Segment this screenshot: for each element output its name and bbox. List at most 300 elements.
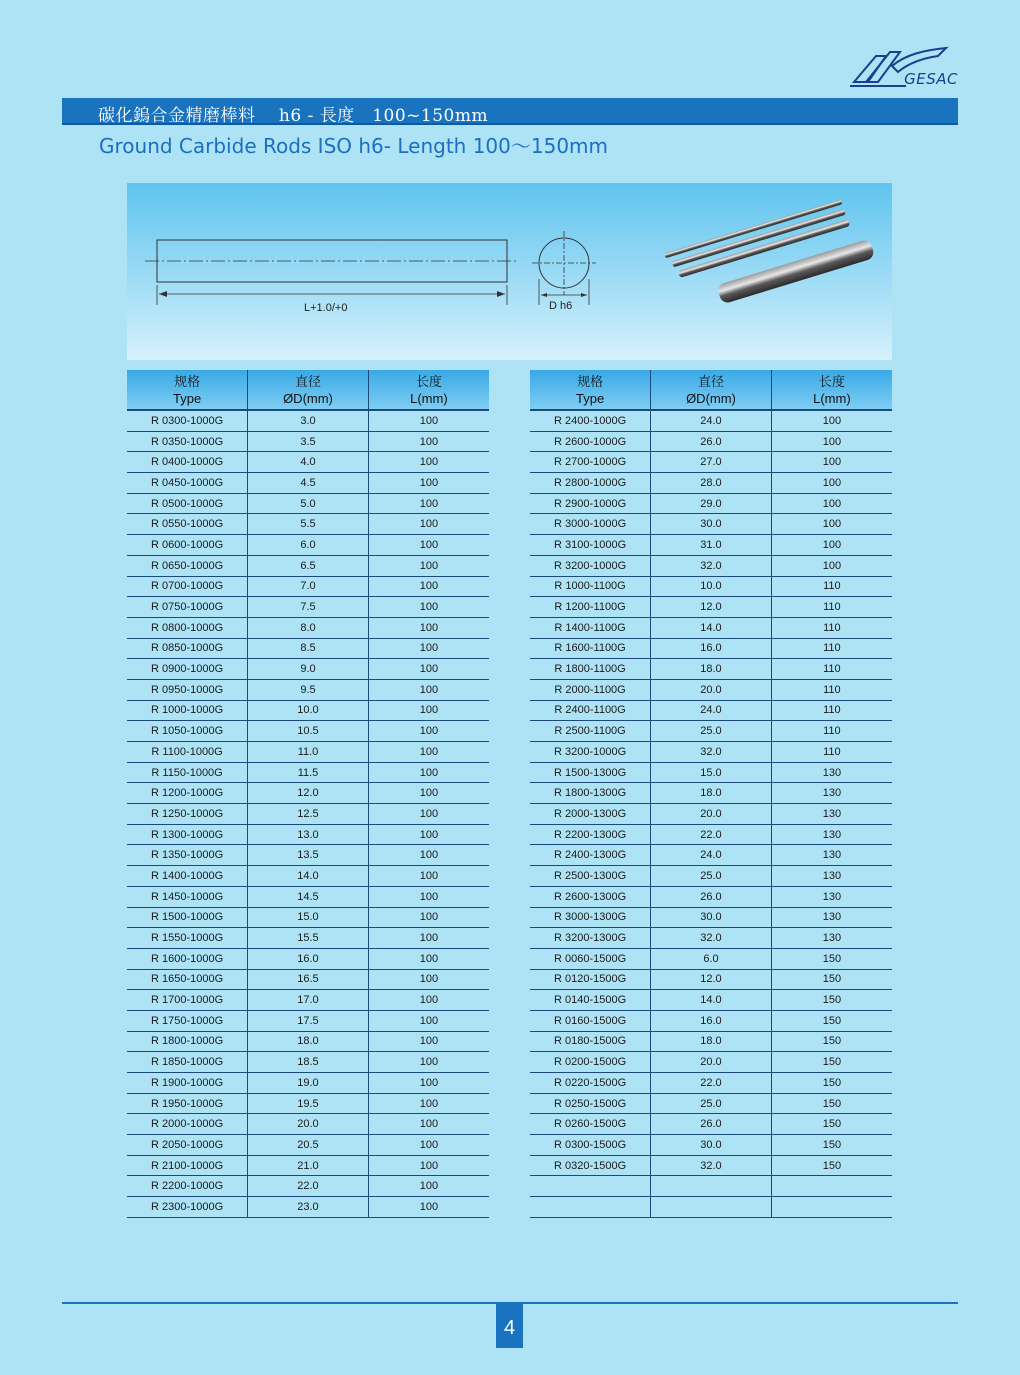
table-row xyxy=(127,1114,489,1135)
diameter-cell: 6.0 xyxy=(651,948,772,969)
type-cell: R 1700-1000G xyxy=(127,990,248,1011)
diameter-cell: 24.0 xyxy=(651,845,772,866)
diameter-cell: 6.5 xyxy=(248,555,369,576)
length-cell: 100 xyxy=(368,1176,489,1197)
diameter-cell: 8.5 xyxy=(248,638,369,659)
type-cell: R 2500-1300G xyxy=(530,866,651,887)
length-cell xyxy=(771,1176,892,1197)
length-cell: 100 xyxy=(368,700,489,721)
table-row xyxy=(127,597,489,618)
type-cell: R 1550-1000G xyxy=(127,928,248,949)
diameter-cell: 15.0 xyxy=(651,762,772,783)
type-cell: R 0160-1500G xyxy=(530,1010,651,1031)
title-bar xyxy=(62,98,958,125)
length-cell: 100 xyxy=(368,452,489,473)
logo-text: GESAC xyxy=(904,70,958,88)
table-row xyxy=(530,514,892,535)
diameter-cell: 25.0 xyxy=(651,721,772,742)
length-cell: 130 xyxy=(771,804,892,825)
table-row xyxy=(530,431,892,452)
table-row xyxy=(530,452,892,473)
length-cell: 150 xyxy=(771,1052,892,1073)
type-cell: R 2400-1000G xyxy=(530,410,651,431)
type-cell: R 3200-1300G xyxy=(530,928,651,949)
type-cell: R 0850-1000G xyxy=(127,638,248,659)
length-cell: 100 xyxy=(368,431,489,452)
diameter-cell: 14.0 xyxy=(248,866,369,887)
type-cell: R 1400-1100G xyxy=(530,617,651,638)
diameter-cell: 17.0 xyxy=(248,990,369,1011)
length-cell: 100 xyxy=(771,431,892,452)
diameter-cell: 22.0 xyxy=(651,824,772,845)
diameter-cell: 19.5 xyxy=(248,1093,369,1114)
table-row xyxy=(127,928,489,949)
length-cell: 100 xyxy=(368,783,489,804)
length-cell: 100 xyxy=(368,824,489,845)
type-cell: R 0400-1000G xyxy=(127,452,248,473)
length-cell: 110 xyxy=(771,638,892,659)
length-cell: 150 xyxy=(771,990,892,1011)
table-row xyxy=(127,514,489,535)
diameter-cell: 19.0 xyxy=(248,1073,369,1094)
diameter-cell: 18.0 xyxy=(651,783,772,804)
type-cell: R 0300-1500G xyxy=(530,1135,651,1156)
diameter-cell: 26.0 xyxy=(651,886,772,907)
table-row xyxy=(127,535,489,556)
diameter-cell: 9.5 xyxy=(248,679,369,700)
diameter-cell: 23.0 xyxy=(248,1197,369,1218)
type-cell: R 2200-1300G xyxy=(530,824,651,845)
type-cell: R 1100-1000G xyxy=(127,742,248,763)
diameter-cell: 7.5 xyxy=(248,597,369,618)
technical-drawing xyxy=(127,183,892,360)
diameter-cell: 20.5 xyxy=(248,1135,369,1156)
type-cell: R 3000-1300G xyxy=(530,907,651,928)
diameter-cell: 14.0 xyxy=(651,990,772,1011)
type-cell: R 2600-1300G xyxy=(530,886,651,907)
table-row xyxy=(127,1176,489,1197)
table-row xyxy=(127,742,489,763)
diameter-cell: 30.0 xyxy=(651,1135,772,1156)
length-cell: 130 xyxy=(771,886,892,907)
diameter-cell: 5.5 xyxy=(248,514,369,535)
length-cell: 130 xyxy=(771,907,892,928)
diameter-cell xyxy=(651,1197,772,1218)
type-cell: R 2400-1100G xyxy=(530,700,651,721)
length-cell: 150 xyxy=(771,1031,892,1052)
table-row xyxy=(127,721,489,742)
type-cell: R 1950-1000G xyxy=(127,1093,248,1114)
table-row xyxy=(530,1114,892,1135)
table-row xyxy=(530,638,892,659)
table-row xyxy=(530,410,892,431)
table-row xyxy=(530,948,892,969)
header-length: 长度 L(mm) xyxy=(368,370,489,410)
table-row xyxy=(530,928,892,949)
length-cell: 130 xyxy=(771,866,892,887)
diameter-cell: 30.0 xyxy=(651,514,772,535)
length-cell: 150 xyxy=(771,1073,892,1094)
diameter-cell: 13.0 xyxy=(248,824,369,845)
diameter-cell: 14.5 xyxy=(248,886,369,907)
diameter-cell: 26.0 xyxy=(651,1114,772,1135)
title-chinese: 碳化鎢合金精磨棒料 h6 - 長度 100~150mm xyxy=(98,106,489,126)
length-cell: 100 xyxy=(368,597,489,618)
table-row xyxy=(127,473,489,494)
diameter-cell: 29.0 xyxy=(651,493,772,514)
diameter-cell: 14.0 xyxy=(651,617,772,638)
length-cell: 110 xyxy=(771,597,892,618)
diameter-cell: 32.0 xyxy=(651,742,772,763)
diameter-cell: 16.0 xyxy=(248,948,369,969)
type-cell: R 2050-1000G xyxy=(127,1135,248,1156)
table-row xyxy=(530,493,892,514)
length-cell: 100 xyxy=(368,617,489,638)
length-cell: 100 xyxy=(368,1114,489,1135)
diameter-cell: 31.0 xyxy=(651,535,772,556)
table-row xyxy=(530,617,892,638)
type-cell: R 0300-1000G xyxy=(127,410,248,431)
length-cell: 100 xyxy=(368,410,489,431)
diameter-cell: 4.0 xyxy=(248,452,369,473)
type-cell: R 0900-1000G xyxy=(127,659,248,680)
diameter-cell: 3.5 xyxy=(248,431,369,452)
length-cell: 110 xyxy=(771,617,892,638)
length-cell: 110 xyxy=(771,700,892,721)
type-cell: R 2100-1000G xyxy=(127,1155,248,1176)
length-cell: 110 xyxy=(771,679,892,700)
table-row xyxy=(530,742,892,763)
diameter-cell: 22.0 xyxy=(248,1176,369,1197)
type-cell: R 1900-1000G xyxy=(127,1073,248,1094)
rod-table-right xyxy=(530,370,892,1218)
length-cell: 100 xyxy=(368,762,489,783)
table-row xyxy=(127,1010,489,1031)
diameter-cell: 12.0 xyxy=(651,969,772,990)
table-row xyxy=(127,1073,489,1094)
length-cell: 100 xyxy=(368,804,489,825)
type-cell: R 1300-1000G xyxy=(127,824,248,845)
diameter-cell: 32.0 xyxy=(651,1155,772,1176)
table-row xyxy=(530,783,892,804)
length-cell: 150 xyxy=(771,1135,892,1156)
table-row xyxy=(530,535,892,556)
table-row xyxy=(127,1155,489,1176)
table-row xyxy=(127,555,489,576)
diameter-cell: 24.0 xyxy=(651,410,772,431)
diameter-cell: 20.0 xyxy=(651,804,772,825)
diameter-cell: 3.0 xyxy=(248,410,369,431)
diameter-cell: 20.0 xyxy=(248,1114,369,1135)
diameter-cell: 16.0 xyxy=(651,638,772,659)
type-cell: R 1350-1000G xyxy=(127,845,248,866)
length-cell: 150 xyxy=(771,1010,892,1031)
table-row xyxy=(127,1031,489,1052)
diameter-label: D h6 xyxy=(549,300,573,312)
length-cell: 100 xyxy=(368,928,489,949)
type-cell: R 1750-1000G xyxy=(127,1010,248,1031)
header-type: 规格 Type xyxy=(127,370,248,410)
type-cell: R 0350-1000G xyxy=(127,431,248,452)
table-row xyxy=(530,1052,892,1073)
table-row xyxy=(530,1155,892,1176)
table-row xyxy=(530,700,892,721)
type-cell: R 0700-1000G xyxy=(127,576,248,597)
type-cell: R 2400-1300G xyxy=(530,845,651,866)
type-cell: R 3100-1000G xyxy=(530,535,651,556)
diameter-cell: 4.5 xyxy=(248,473,369,494)
table-row xyxy=(530,576,892,597)
length-cell: 100 xyxy=(368,948,489,969)
diameter-cell: 26.0 xyxy=(651,431,772,452)
table-row xyxy=(127,700,489,721)
type-cell: R 1250-1000G xyxy=(127,804,248,825)
table-row xyxy=(530,659,892,680)
table-row xyxy=(530,1093,892,1114)
diameter-cell: 8.0 xyxy=(248,617,369,638)
diameter-cell: 17.5 xyxy=(248,1010,369,1031)
diameter-cell: 10.0 xyxy=(248,700,369,721)
length-cell: 100 xyxy=(771,493,892,514)
diameter-cell: 15.0 xyxy=(248,907,369,928)
length-label: L+1.0/+0 xyxy=(304,302,348,314)
length-cell xyxy=(771,1197,892,1218)
type-cell: R 2800-1000G xyxy=(530,473,651,494)
type-cell: R 3200-1000G xyxy=(530,742,651,763)
diameter-cell: 20.0 xyxy=(651,679,772,700)
diameter-cell: 18.0 xyxy=(651,1031,772,1052)
length-cell: 130 xyxy=(771,928,892,949)
length-cell: 130 xyxy=(771,824,892,845)
table-row xyxy=(127,845,489,866)
diameter-cell: 10.0 xyxy=(651,576,772,597)
length-cell: 100 xyxy=(368,742,489,763)
table-row xyxy=(530,969,892,990)
length-cell: 100 xyxy=(771,535,892,556)
type-cell: R 2500-1100G xyxy=(530,721,651,742)
diameter-cell: 16.0 xyxy=(651,1010,772,1031)
diameter-cell: 9.0 xyxy=(248,659,369,680)
length-cell: 130 xyxy=(771,783,892,804)
type-cell: R 0320-1500G xyxy=(530,1155,651,1176)
type-cell: R 2900-1000G xyxy=(530,493,651,514)
length-cell: 100 xyxy=(368,1155,489,1176)
type-cell: R 0260-1500G xyxy=(530,1114,651,1135)
table-row xyxy=(530,1197,892,1218)
length-cell: 100 xyxy=(368,535,489,556)
table-row xyxy=(530,1031,892,1052)
type-cell: R 3200-1000G xyxy=(530,555,651,576)
length-cell: 100 xyxy=(368,969,489,990)
table-row xyxy=(530,990,892,1011)
diameter-cell: 20.0 xyxy=(651,1052,772,1073)
table-row xyxy=(530,473,892,494)
diameter-cell: 28.0 xyxy=(651,473,772,494)
length-cell: 100 xyxy=(368,638,489,659)
type-cell: R 1050-1000G xyxy=(127,721,248,742)
type-cell: R 1600-1100G xyxy=(530,638,651,659)
type-cell: R 1000-1100G xyxy=(530,576,651,597)
type-cell xyxy=(530,1176,651,1197)
table-row xyxy=(127,804,489,825)
type-cell: R 0140-1500G xyxy=(530,990,651,1011)
type-cell: R 0450-1000G xyxy=(127,473,248,494)
title-english: Ground Carbide Rods ISO h6- Length 100～150mm xyxy=(99,134,609,158)
length-cell: 100 xyxy=(368,990,489,1011)
table-row xyxy=(530,804,892,825)
diameter-cell: 18.0 xyxy=(651,659,772,680)
type-cell: R 0250-1500G xyxy=(530,1093,651,1114)
type-cell: R 0650-1000G xyxy=(127,555,248,576)
table-row xyxy=(530,845,892,866)
length-cell: 110 xyxy=(771,576,892,597)
diameter-cell: 5.0 xyxy=(248,493,369,514)
table-row xyxy=(127,1093,489,1114)
rod-table-left xyxy=(127,370,489,1218)
length-cell: 100 xyxy=(368,514,489,535)
header-type: 规格 Type xyxy=(530,370,651,410)
type-cell: R 2200-1000G xyxy=(127,1176,248,1197)
type-cell: R 0500-1000G xyxy=(127,493,248,514)
table-row xyxy=(127,1135,489,1156)
table-row xyxy=(127,638,489,659)
length-cell: 100 xyxy=(368,679,489,700)
header-diameter: 直径 ØD(mm) xyxy=(651,370,772,410)
diameter-cell: 7.0 xyxy=(248,576,369,597)
table-row xyxy=(127,990,489,1011)
table-row xyxy=(127,824,489,845)
diameter-cell: 21.0 xyxy=(248,1155,369,1176)
table-row xyxy=(127,948,489,969)
table-row xyxy=(530,1176,892,1197)
diameter-cell: 24.0 xyxy=(651,700,772,721)
type-cell: R 1800-1000G xyxy=(127,1031,248,1052)
type-cell: R 1150-1000G xyxy=(127,762,248,783)
length-cell: 100 xyxy=(368,1073,489,1094)
table-row xyxy=(530,555,892,576)
table-row xyxy=(530,824,892,845)
length-cell: 100 xyxy=(368,1135,489,1156)
diameter-cell xyxy=(651,1176,772,1197)
length-cell: 100 xyxy=(368,555,489,576)
length-cell: 100 xyxy=(368,1052,489,1073)
table-row xyxy=(127,969,489,990)
length-cell: 100 xyxy=(368,866,489,887)
length-cell: 100 xyxy=(368,473,489,494)
diameter-cell: 11.0 xyxy=(248,742,369,763)
length-cell: 100 xyxy=(368,1197,489,1218)
length-cell: 150 xyxy=(771,1093,892,1114)
type-cell: R 2600-1000G xyxy=(530,431,651,452)
type-cell: R 0600-1000G xyxy=(127,535,248,556)
table-row xyxy=(127,886,489,907)
table-row xyxy=(127,617,489,638)
length-cell: 100 xyxy=(368,493,489,514)
type-cell: R 0950-1000G xyxy=(127,679,248,700)
type-cell: R 1850-1000G xyxy=(127,1052,248,1073)
header-length: 长度 L(mm) xyxy=(771,370,892,410)
type-cell: R 2700-1000G xyxy=(530,452,651,473)
type-cell: R 1600-1000G xyxy=(127,948,248,969)
length-cell: 130 xyxy=(771,845,892,866)
type-cell: R 3000-1000G xyxy=(530,514,651,535)
type-cell: R 1800-1100G xyxy=(530,659,651,680)
carbide-rods-photo xyxy=(664,199,875,304)
type-cell: R 2000-1100G xyxy=(530,679,651,700)
diameter-cell: 30.0 xyxy=(651,907,772,928)
table-row xyxy=(530,679,892,700)
type-cell: R 2000-1300G xyxy=(530,804,651,825)
table-row xyxy=(127,679,489,700)
type-cell: R 0180-1500G xyxy=(530,1031,651,1052)
table-row xyxy=(127,866,489,887)
length-cell: 150 xyxy=(771,1114,892,1135)
length-cell: 110 xyxy=(771,721,892,742)
length-cell: 110 xyxy=(771,742,892,763)
table-row xyxy=(530,721,892,742)
type-cell: R 0220-1500G xyxy=(530,1073,651,1094)
type-cell: R 1000-1000G xyxy=(127,700,248,721)
table-row xyxy=(530,886,892,907)
type-cell: R 1500-1000G xyxy=(127,907,248,928)
type-cell: R 0800-1000G xyxy=(127,617,248,638)
length-cell: 150 xyxy=(771,948,892,969)
type-cell: R 0550-1000G xyxy=(127,514,248,535)
diameter-cell: 18.5 xyxy=(248,1052,369,1073)
table-row xyxy=(127,907,489,928)
table-row xyxy=(127,783,489,804)
table-row xyxy=(127,659,489,680)
length-cell: 100 xyxy=(368,1093,489,1114)
table-row xyxy=(127,762,489,783)
length-cell: 100 xyxy=(368,1031,489,1052)
diameter-cell: 25.0 xyxy=(651,866,772,887)
type-cell: R 0120-1500G xyxy=(530,969,651,990)
length-cell: 150 xyxy=(771,1155,892,1176)
type-cell: R 0200-1500G xyxy=(530,1052,651,1073)
diameter-cell: 12.0 xyxy=(651,597,772,618)
type-cell: R 0060-1500G xyxy=(530,948,651,969)
type-cell: R 2300-1000G xyxy=(127,1197,248,1218)
table-row xyxy=(127,410,489,431)
table-row xyxy=(127,1197,489,1218)
diameter-cell: 12.5 xyxy=(248,804,369,825)
table-row xyxy=(530,907,892,928)
length-cell: 100 xyxy=(368,845,489,866)
length-cell: 110 xyxy=(771,659,892,680)
length-cell: 100 xyxy=(771,410,892,431)
table-row xyxy=(530,866,892,887)
diameter-cell: 32.0 xyxy=(651,555,772,576)
type-cell: R 1500-1300G xyxy=(530,762,651,783)
rod-diagram xyxy=(127,183,892,360)
diameter-cell: 16.5 xyxy=(248,969,369,990)
type-cell: R 1200-1100G xyxy=(530,597,651,618)
length-cell: 100 xyxy=(368,1010,489,1031)
length-cell: 100 xyxy=(368,886,489,907)
diameter-cell: 27.0 xyxy=(651,452,772,473)
page-number: 4 xyxy=(496,1304,523,1348)
type-cell: R 1400-1000G xyxy=(127,866,248,887)
length-cell: 100 xyxy=(771,555,892,576)
table-row xyxy=(530,1135,892,1156)
type-cell: R 1450-1000G xyxy=(127,886,248,907)
diameter-cell: 25.0 xyxy=(651,1093,772,1114)
diameter-cell: 18.0 xyxy=(248,1031,369,1052)
type-cell xyxy=(530,1197,651,1218)
type-cell: R 1200-1000G xyxy=(127,783,248,804)
type-cell: R 0750-1000G xyxy=(127,597,248,618)
